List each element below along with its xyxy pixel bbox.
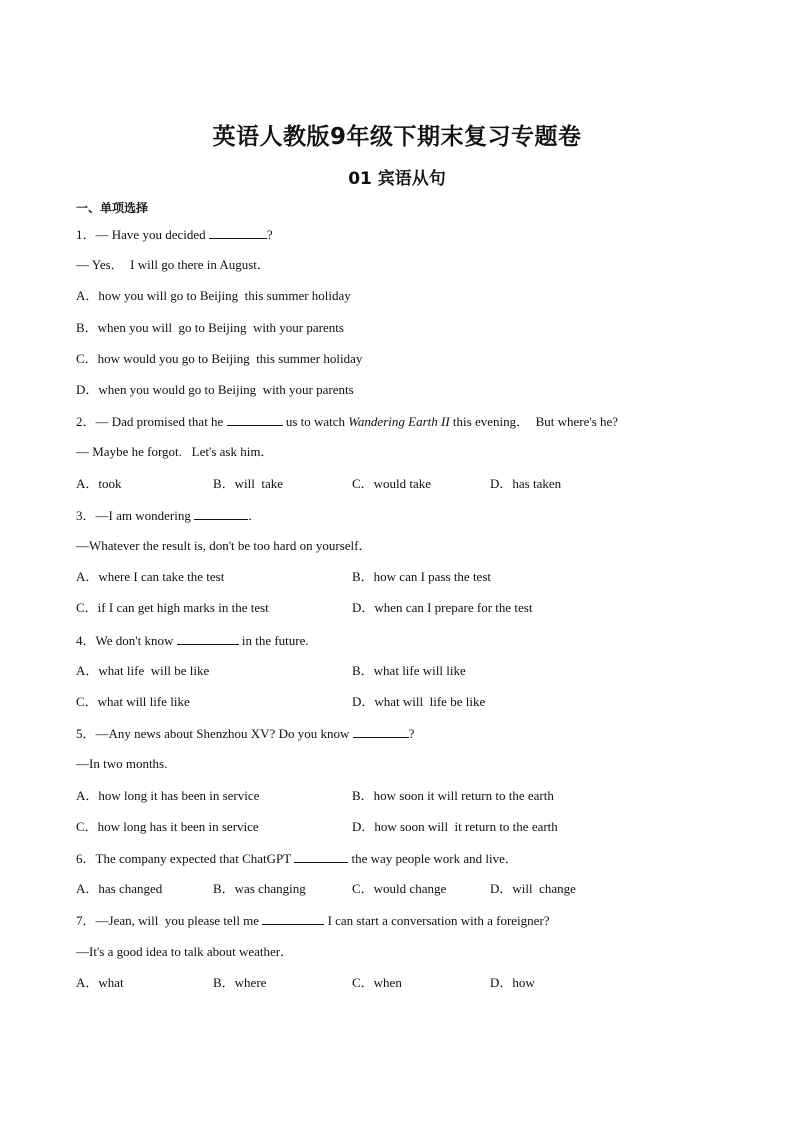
page-subtitle: 01 宾语从句 bbox=[348, 169, 446, 189]
question-text: I can start a conversation with a foreigner? bbox=[324, 913, 550, 928]
question-text: the way people work and live． bbox=[348, 851, 518, 866]
answer-blank bbox=[194, 507, 248, 520]
question-4-option-d: D．what will life be like bbox=[352, 694, 486, 709]
question-text: — Have you decided bbox=[95, 227, 209, 242]
question-6-option-b: B．was changing bbox=[213, 881, 306, 896]
question-text: —I am wondering bbox=[95, 508, 195, 523]
question-6-option-a: A．has changed bbox=[76, 881, 163, 896]
question-1-option-a: A．how you will go to Beijing this summer holiday bbox=[76, 288, 351, 303]
question-number: 6． bbox=[76, 851, 96, 866]
question-7-option-d: D．how bbox=[490, 975, 535, 990]
question-4-option-a: A．what life will be like bbox=[76, 663, 210, 678]
question-text: ? bbox=[266, 227, 273, 242]
question-number: 4． bbox=[76, 633, 96, 648]
question-4-option-c: C．what will life like bbox=[76, 694, 190, 709]
question-2-option-a: A．took bbox=[76, 476, 122, 491]
question-number: 2． bbox=[76, 414, 96, 429]
question-text: The company expected that ChatGPT bbox=[95, 851, 295, 866]
question-text: in the future. bbox=[238, 633, 309, 648]
answer-blank bbox=[353, 725, 409, 738]
question-3-option-d: D．when can I prepare for the test bbox=[352, 600, 533, 615]
page-title: 英语人教版9年级下期末复习专题卷 bbox=[212, 124, 582, 150]
section-heading: 一、单项选择 bbox=[76, 201, 149, 215]
question-text: — Dad promised that he bbox=[95, 414, 227, 429]
question-1-stem bbox=[76, 226, 273, 243]
question-text: ? bbox=[408, 726, 415, 741]
question-3-option-b: B．how can I pass the test bbox=[352, 569, 492, 584]
question-1-reply: — Yes． I will go there in August． bbox=[76, 257, 270, 272]
question-5-option-a: A．how long it has been in service bbox=[76, 788, 260, 803]
question-3-reply: —Whatever the result is, don't be too hard on yourself． bbox=[76, 538, 372, 553]
question-5-option-c: C．how long has it been in service bbox=[76, 819, 259, 834]
question-1-option-c: C．how would you go to Beijing this summer holiday bbox=[76, 351, 363, 366]
answer-blank bbox=[227, 413, 283, 426]
question-number: 3． bbox=[76, 508, 96, 523]
movie-title: Wandering Earth II bbox=[348, 414, 450, 429]
question-7-option-c: C．when bbox=[352, 975, 402, 990]
question-6-stem bbox=[76, 850, 518, 867]
question-text: this evening． But where's he? bbox=[449, 414, 619, 429]
question-number: 1． bbox=[76, 227, 96, 242]
question-3-option-a: A．where I can take the test bbox=[76, 569, 225, 584]
question-text: us to watch bbox=[282, 414, 349, 429]
question-number: 7． bbox=[76, 913, 96, 928]
question-text: ． bbox=[248, 508, 262, 523]
question-4-option-b: B．what life will like bbox=[352, 663, 466, 678]
question-7-reply: —It's a good idea to talk about weather． bbox=[76, 944, 294, 959]
question-text: We don't know bbox=[95, 633, 177, 648]
question-6-option-c: C．would change bbox=[352, 881, 447, 896]
question-2-option-b: B．will take bbox=[213, 476, 284, 491]
question-5-option-b: B．how soon it will return to the earth bbox=[352, 788, 554, 803]
question-7-option-a: A．what bbox=[76, 975, 124, 990]
question-5-reply: —In two months. bbox=[76, 756, 168, 771]
answer-blank bbox=[294, 850, 348, 863]
answer-blank bbox=[262, 912, 324, 925]
question-2-reply: — Maybe he forgot. Let's ask him． bbox=[76, 444, 274, 459]
answer-blank bbox=[209, 226, 267, 239]
question-7-option-b: B．where bbox=[213, 975, 267, 990]
question-6-option-d: D．will change bbox=[490, 881, 576, 896]
question-7-stem bbox=[76, 912, 550, 929]
question-2-stem bbox=[76, 413, 618, 430]
question-3-stem bbox=[76, 507, 261, 524]
question-text: —Jean, will you please tell me bbox=[95, 913, 263, 928]
question-4-stem bbox=[76, 632, 309, 649]
question-3-option-c: C．if I can get high marks in the test bbox=[76, 600, 269, 615]
question-5-option-d: D．how soon will it return to the earth bbox=[352, 819, 558, 834]
question-5-stem bbox=[76, 725, 414, 742]
question-1-option-d: D．when you would go to Beijing with your parents bbox=[76, 382, 354, 397]
question-number: 5． bbox=[76, 726, 96, 741]
question-2-option-d: D．has taken bbox=[490, 476, 562, 491]
question-1-option-b: B．when you will go to Beijing with your parents bbox=[76, 320, 344, 335]
answer-blank bbox=[177, 632, 239, 645]
question-text: —Any news about Shenzhou XV? Do you know bbox=[95, 726, 353, 741]
question-2-option-c: C．would take bbox=[352, 476, 432, 491]
